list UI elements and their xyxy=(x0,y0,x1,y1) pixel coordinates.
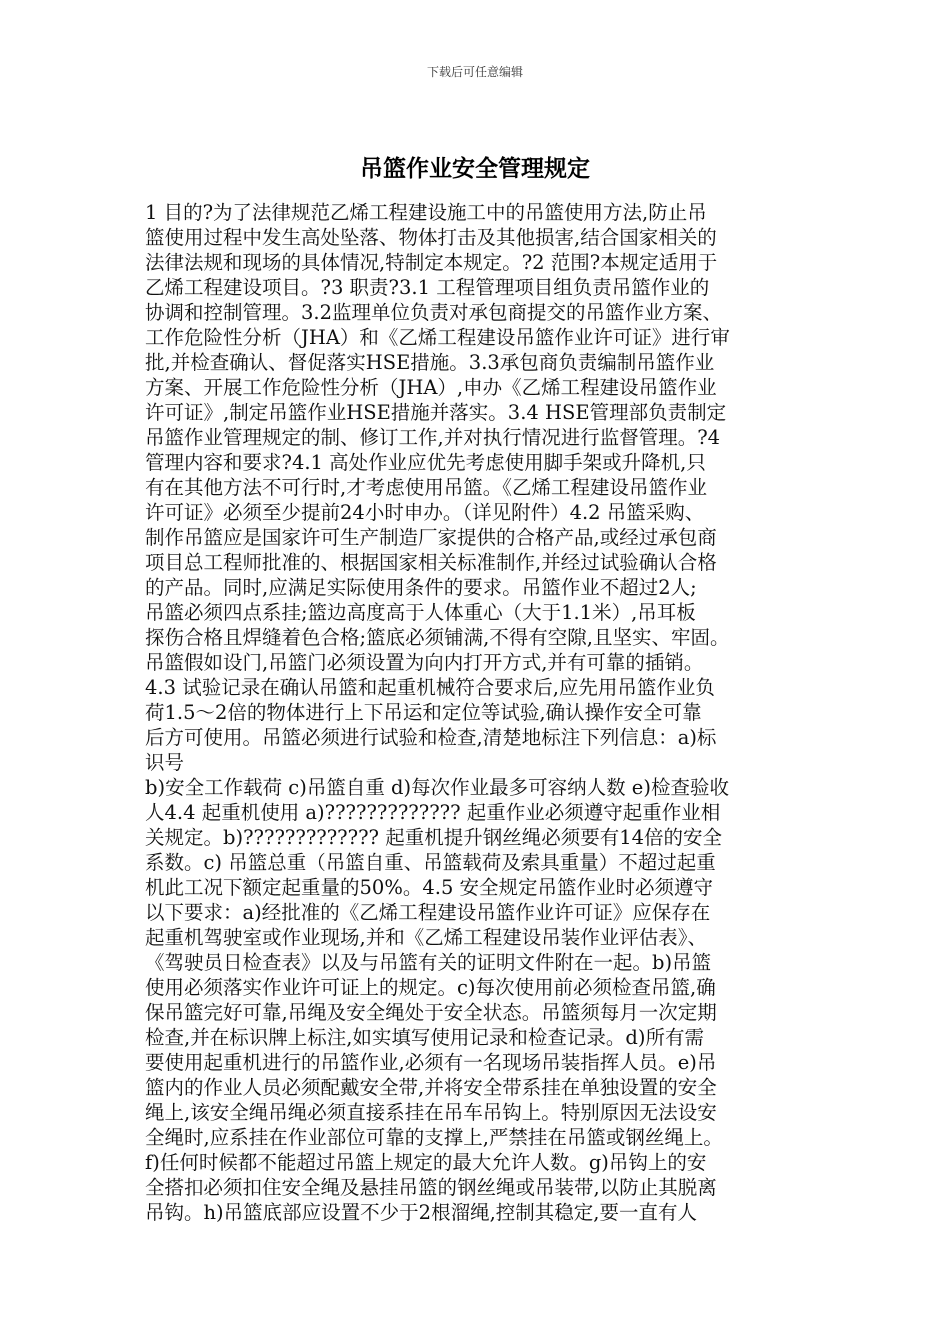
body-text-line: 4.3 试验记录在确认吊篮和起重机械符合要求后,应先用吊篮作业负 xyxy=(145,676,715,699)
body-text-line: b)安全工作载荷 c)吊篮自重 d)每次作业最多可容纳人数 e)检查验收 xyxy=(145,776,729,799)
body-text-line: 保吊篮完好可靠,吊绳及安全绳处于安全状态。吊篮须每月一次定期 xyxy=(145,1001,717,1024)
body-text-line: f)任何时候都不能超过吊篮上规定的最大允许人数。g)吊钩上的安 xyxy=(145,1151,707,1174)
page-header: 下载后可任意编辑 xyxy=(426,65,523,79)
body-text-line: 协调和控制管理。3.2监理单位负责对承包商提交的吊篮作业方案、 xyxy=(145,301,723,324)
body-text-line: 吊篮假如设门,吊篮门必须设置为向内打开方式,并有可靠的插销。 xyxy=(145,651,704,674)
body-text-line: 要使用起重机进行的吊篮作业,必须有一名现场吊装指挥人员。e)吊 xyxy=(145,1051,717,1074)
body-text-line: 《驾驶员日检查表》以及与吊篮有关的证明文件附在一起。b)吊篮 xyxy=(145,951,712,974)
body-text-line: 系数。c) 吊篮总重（吊篮自重、吊篮载荷及索具重量）不超过起重 xyxy=(145,851,716,874)
body-text-line: 吊篮作业管理规定的制、修订工作,并对执行情况进行监督管理。?4 xyxy=(145,426,721,449)
body-text-line: 吊钩。h)吊篮底部应设置不少于2根溜绳,控制其稳定,要一直有人 xyxy=(145,1201,697,1224)
body-text-line: 识号 xyxy=(145,751,185,774)
body-text-line: 有在其他方法不可行时,才考虑使用吊篮。《乙烯工程建设吊篮作业 xyxy=(145,476,707,499)
body-text-line: 全绳时,应系挂在作业部位可靠的支撑上,严禁挂在吊篮或钢丝绳上。 xyxy=(145,1126,723,1149)
body-text-line: 许可证》,制定吊篮作业HSE措施并落实。3.4 HSE管理部负责制定 xyxy=(145,401,727,424)
body-text-line: 批,并检查确认、督促落实HSE措施。3.3承包商负责编制吊篮作业 xyxy=(145,351,715,374)
body-text-line: 制作吊篮应是国家许可生产制造厂家提供的合格产品,或经过承包商 xyxy=(145,526,717,549)
body-text-line: 管理内容和要求?4.1 高处作业应优先考虑使用脚手架或升降机,只 xyxy=(145,451,706,474)
body-text-line: 探伤合格且焊缝着色合格;篮底必须铺满,不得有空隙,且坚实、牢固。 xyxy=(145,626,730,649)
body-text-line: 许可证》必须至少提前24小时申办。（详见附件）4.2 吊篮采购、 xyxy=(145,501,705,524)
body-text-line: 方案、开展工作危险性分析（JHA）,申办《乙烯工程建设吊篮作业 xyxy=(145,376,717,399)
document-body xyxy=(145,200,825,1225)
body-text-line: 项目总工程师批准的、根据国家相关标准制作,并经过试验确认合格 xyxy=(145,551,717,574)
body-text-line: 使用必须落实作业许可证上的规定。c)每次使用前必须检查吊篮,确 xyxy=(145,976,716,999)
body-text-line: 全搭扣必须扣住安全绳及悬挂吊篮的钢丝绳或吊装带,以防止其脱离 xyxy=(145,1176,717,1199)
body-text-line: 检查,并在标识牌上标注,如实填写使用记录和检查记录。d)所有需 xyxy=(145,1026,704,1049)
body-text-line: 绳上,该安全绳吊绳必须直接系挂在吊车吊钩上。特别原因无法设安 xyxy=(145,1101,717,1124)
body-text-line: 起重机驾驶室或作业现场,并和《乙烯工程建设吊装作业评估表》、 xyxy=(145,926,707,949)
body-text-line: 1 目的?为了法律规范乙烯工程建设施工中的吊篮使用方法,防止吊 xyxy=(145,201,707,224)
body-text-line: 关规定。b)????????????? 起重机提升钢丝绳必须要有14倍的安全 xyxy=(145,826,723,849)
body-text-line: 以下要求：a)经批准的《乙烯工程建设吊篮作业许可证》应保存在 xyxy=(145,901,711,924)
body-text-line: 机此工况下额定起重量的50%。4.5 安全规定吊篮作业时必须遵守 xyxy=(145,876,714,899)
body-text-line: 法律法规和现场的具体情况,特制定本规定。?2 范围?本规定适用于 xyxy=(145,251,718,274)
body-text-line: 工作危险性分析（JHA）和《乙烯工程建设吊篮作业许可证》进行审 xyxy=(145,326,730,349)
body-text-line: 乙烯工程建设项目。?3 职责?3.1 工程管理项目组负责吊篮作业的 xyxy=(145,276,710,299)
body-text-line: 后方可使用。吊篮必须进行试验和检查,清楚地标注下列信息：a)标 xyxy=(145,726,717,749)
body-text-line: 吊篮必须四点系挂;篮边高度高于人体重心（大于1.1米）,吊耳板 xyxy=(145,601,696,624)
body-text-line: 篮使用过程中发生高处坠落、物体打击及其他损害,结合国家相关的 xyxy=(145,226,717,249)
body-text-line: 篮内的作业人员必须配戴安全带,并将安全带系挂在单独设置的安全 xyxy=(145,1076,717,1099)
body-text-line: 的产品。同时,应满足实际使用条件的要求。吊篮作业不超过2人; xyxy=(145,576,697,599)
body-text-line: 人4.4 起重机使用 a)????????????? 起重作业必须遵守起重作业相 xyxy=(145,801,721,824)
document-title: 吊篮作业安全管理规定 xyxy=(360,156,590,182)
body-text-line: 荷1.5～2倍的物体进行上下吊运和定位等试验,确认操作安全可靠 xyxy=(145,701,702,724)
